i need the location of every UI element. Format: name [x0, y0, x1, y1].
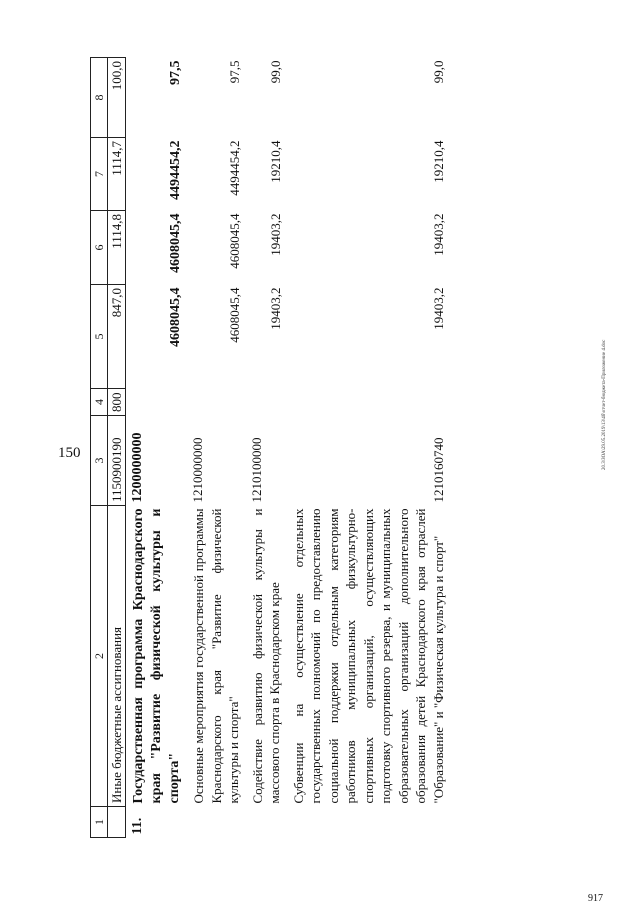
row-vr: 800	[108, 389, 126, 416]
page-number: 150	[58, 445, 81, 461]
row-code: 1200000000	[130, 432, 145, 503]
row-name: Государственная программа Краснодарского края "Развитие физической культуры и спорта"	[131, 508, 182, 804]
row-c8: 100,0	[108, 58, 126, 138]
header-cell: 1	[91, 807, 108, 838]
header-cell: 2	[91, 506, 108, 807]
table-row	[243, 58, 284, 838]
row-c7: 1114,7	[108, 138, 126, 211]
corner-page-number: 917	[588, 893, 603, 904]
row-vr	[184, 389, 243, 416]
row-number	[184, 807, 243, 838]
row-c5: 4608045,4	[226, 287, 242, 343]
header-cell: 7	[91, 138, 108, 211]
row-c8: 99,0	[431, 60, 446, 84]
table-row	[284, 58, 448, 838]
header-cell: 5	[91, 285, 108, 389]
row-code: 1150900190	[108, 416, 126, 506]
header-cell: 6	[91, 211, 108, 285]
table-row	[126, 58, 185, 838]
header-cell: 8	[91, 58, 108, 138]
row-c8: 97,5	[168, 60, 183, 85]
budget-table	[90, 57, 447, 838]
row-c7: 4494454,2	[168, 140, 183, 200]
row-c6: 1114,8	[108, 211, 126, 285]
row-c6: 4608045,4	[168, 213, 183, 273]
footer-file-path: 20.3\ЗОА\29.05.2019\13\4б\отчет-бюджета-Приложение 4.doc	[602, 339, 607, 470]
row-code: 1210160740	[431, 437, 446, 503]
row-c6: 19403,2	[431, 213, 446, 256]
row-c5: 19403,2	[431, 287, 446, 330]
header-cell: 4	[91, 389, 108, 416]
row-name: Основные мероприятия государственной программы Краснодарского края "Развитие физической культуры и спорта"	[191, 508, 241, 804]
row-name: Содействие развитию физической культуры и массового спорта в Краснодарском крае	[249, 508, 282, 804]
row-c6: 19403,2	[267, 213, 283, 256]
row-number	[243, 807, 284, 838]
row-c8: 97,5	[226, 60, 242, 84]
rotated-table-container	[90, 57, 447, 838]
row-c5: 4608045,4	[168, 287, 183, 347]
row-c8: 99,0	[267, 60, 283, 84]
row-c6: 4608045,4	[226, 213, 242, 269]
row-vr	[126, 389, 185, 416]
row-c5: 847,0	[108, 285, 126, 389]
row-number: 11.	[130, 817, 145, 835]
row-c7: 19210,4	[431, 140, 446, 183]
row-name: Иные бюджетные ассигнования	[108, 506, 126, 807]
table-row	[184, 58, 243, 838]
header-cell: 3	[91, 416, 108, 506]
row-c5: 19403,2	[267, 287, 283, 330]
row-vr	[284, 389, 448, 416]
row-c7: 4494454,2	[226, 140, 242, 196]
table-row	[108, 58, 126, 838]
table-header-row	[91, 58, 108, 838]
row-number	[284, 807, 448, 838]
row-c7: 19210,4	[267, 140, 283, 183]
row-name: Субвенции на осуществление отдельных государственных полномочий по предоставлению социальной поддержки отдельным категориям работников муниципальных физкультурно-спортивных организаций, осуществляющих подготовку спортивного резерва, и муниципальных образовательных организаций дополнительного образования детей Краснодарского края отраслей "Образование" и "Физическая культура и спорт"	[290, 508, 446, 804]
row-vr	[243, 389, 284, 416]
row-number	[108, 807, 126, 838]
row-code: 1210100000	[248, 437, 264, 503]
row-code: 1210000000	[190, 437, 205, 503]
